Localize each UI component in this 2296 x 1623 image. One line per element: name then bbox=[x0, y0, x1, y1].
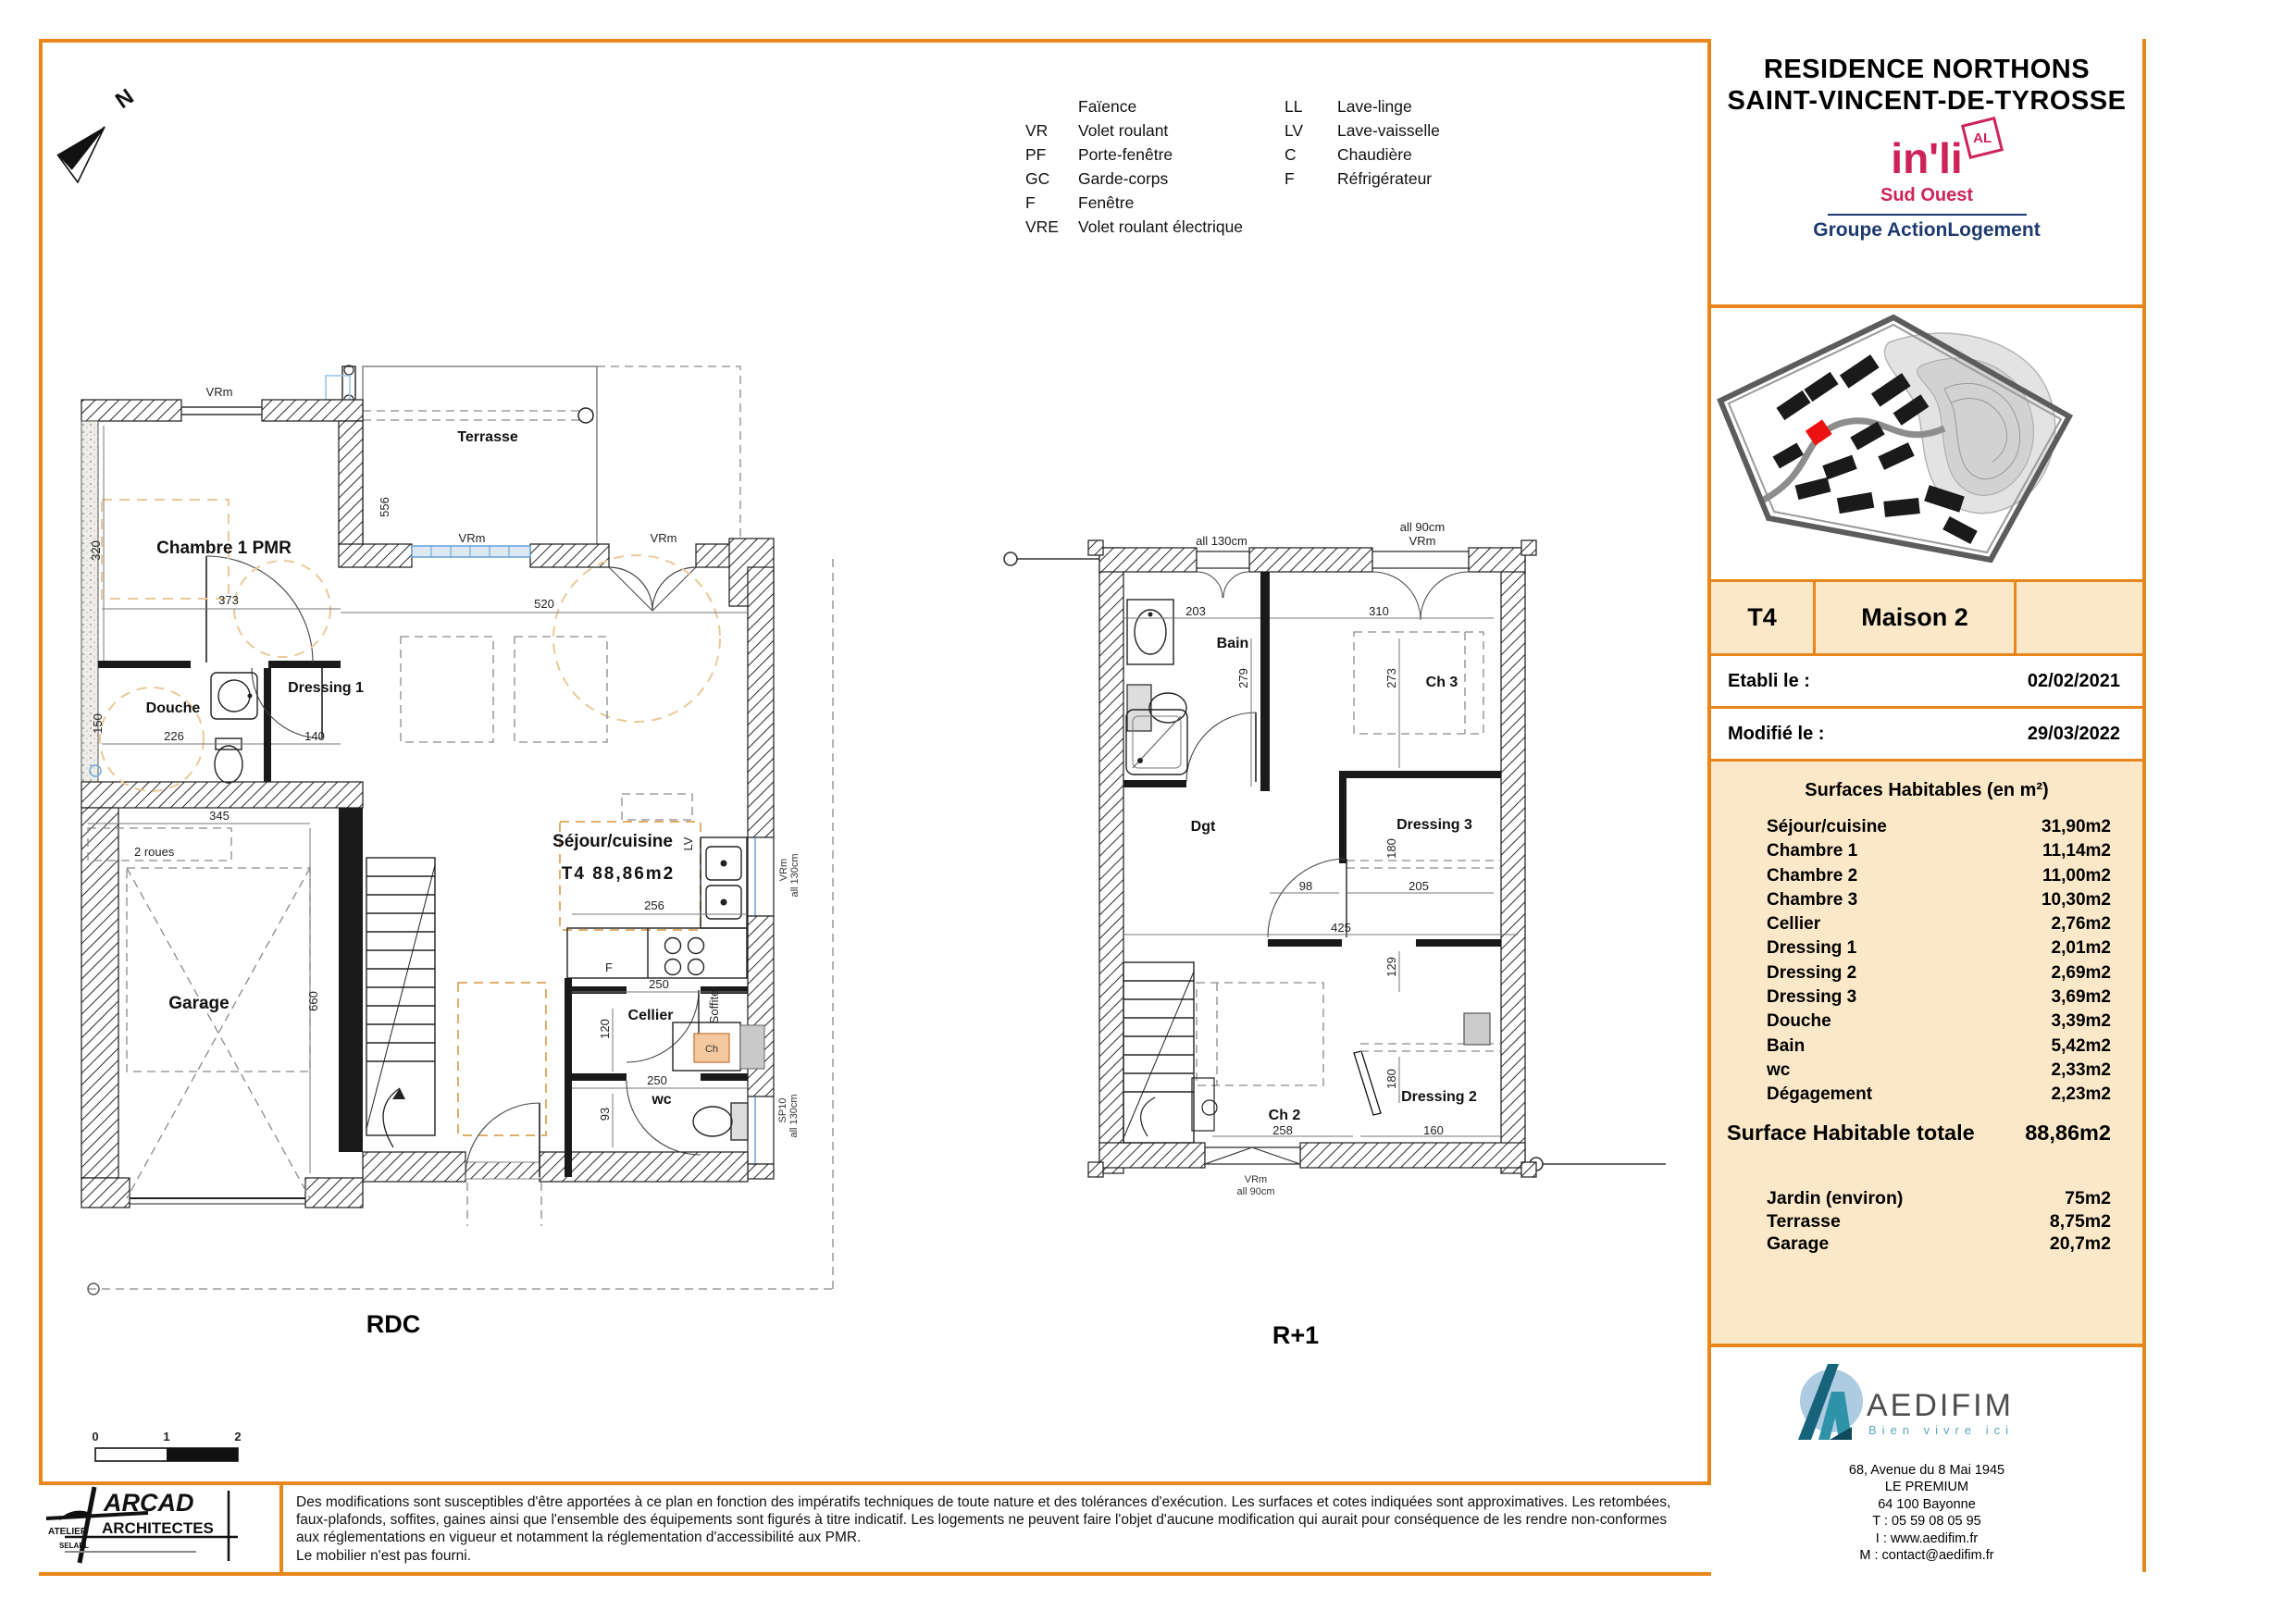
surface-label: Dégagement bbox=[1767, 1084, 1873, 1105]
disclaimer bbox=[283, 1485, 1711, 1572]
annex-row bbox=[1767, 1187, 2111, 1210]
rdc-room-sejour: Séjour/cuisine bbox=[552, 832, 673, 851]
al-badge-label: AL bbox=[1972, 130, 1992, 146]
rdc-room-wc: wc bbox=[652, 1092, 672, 1108]
surface-value: 11,00m2 bbox=[2042, 865, 2111, 886]
annex-label: Terrasse bbox=[1767, 1210, 1841, 1232]
surface-row bbox=[1767, 912, 2111, 936]
legend-code: F bbox=[1025, 193, 1036, 212]
annex-value: 8,75m2 bbox=[2049, 1210, 2111, 1232]
surface-label: Chambre 2 bbox=[1767, 865, 1858, 886]
r1-dim: 129 bbox=[1384, 957, 1398, 977]
surface-value: 3,69m2 bbox=[2051, 987, 2111, 1008]
scale-bar bbox=[92, 1430, 241, 1461]
legend-label: Chaudière bbox=[1337, 145, 1412, 164]
legend-code: PF bbox=[1025, 145, 1047, 164]
rdc-dim: 373 bbox=[218, 593, 239, 607]
surface-value: 10,30m2 bbox=[2041, 889, 2111, 910]
rdc-label-f: F bbox=[605, 960, 613, 974]
rdc-label-ch: Ch bbox=[704, 1044, 719, 1055]
legend-code: F bbox=[1285, 169, 1295, 188]
rdc-plan bbox=[81, 365, 833, 1338]
arcad-logo bbox=[39, 1485, 276, 1565]
surface-row bbox=[1767, 1010, 2111, 1034]
r1-room-ch2: Ch 2 bbox=[1268, 1108, 1301, 1123]
rdc-dim: 345 bbox=[209, 809, 230, 823]
disclaimer-line: Des modifications sont susceptibles d'être apportées à ce plan en fonction des impératifs techniques de toute nature et des tolérances d'exécution. Les surfaces et cotes indiquées sont approximatives. Les retombées, bbox=[296, 1494, 1671, 1510]
rdc-dim: 93 bbox=[598, 1107, 612, 1121]
rdc-label: SP10 bbox=[777, 1097, 788, 1123]
r1-dim: 180 bbox=[1384, 838, 1398, 859]
rdc-room-dressing1: Dressing 1 bbox=[288, 680, 364, 696]
r1-label: all 90cm bbox=[1399, 520, 1446, 534]
r1-room-dressing3: Dressing 3 bbox=[1396, 817, 1472, 833]
legend-left bbox=[1025, 94, 1243, 239]
rdc-room-chambre1: Chambre 1 PMR bbox=[156, 539, 292, 558]
surface-label: Douche bbox=[1767, 1011, 1831, 1032]
surface-row bbox=[1767, 839, 2111, 863]
site-map bbox=[1711, 310, 2142, 582]
modified-label: Modifié le : bbox=[1728, 723, 1825, 744]
rdc-label: all 130cm bbox=[789, 853, 800, 898]
disclaimer-line: aux réglementations en vigueur et notamment la réglementation d'accessibilité aux PMR. bbox=[296, 1530, 862, 1546]
total-row bbox=[1727, 1121, 2111, 1146]
r1-room-dgt: Dgt bbox=[1190, 819, 1216, 835]
legend-label: Réfrigérateur bbox=[1337, 169, 1433, 188]
rdc-dim: 256 bbox=[644, 898, 664, 912]
legend-code bbox=[1025, 94, 1078, 118]
established-row bbox=[1711, 656, 2142, 709]
surface-label: Bain bbox=[1767, 1035, 1806, 1056]
surfaces-block bbox=[1711, 762, 2142, 1347]
legend-code: VR bbox=[1025, 121, 1049, 140]
north-arrow-icon bbox=[57, 84, 139, 182]
project-header bbox=[1711, 54, 2142, 308]
surfaces-list bbox=[1767, 815, 2111, 1108]
project-title-line2: SAINT-VINCENT-DE-TYROSSE bbox=[1727, 86, 2127, 116]
rdc-dim: 140 bbox=[304, 729, 325, 743]
unit-type-cell: T4 bbox=[1711, 582, 1816, 653]
surface-row bbox=[1767, 936, 2111, 960]
r1-label: all 130cm bbox=[1196, 534, 1247, 548]
unit-row bbox=[1711, 582, 2142, 656]
surface-value: 2,33m2 bbox=[2051, 1059, 2111, 1080]
total-value: 88,86m2 bbox=[2025, 1121, 2111, 1145]
annex-value: 20,7m2 bbox=[2049, 1233, 2111, 1254]
arcad-selarl: SELARL bbox=[59, 1542, 89, 1550]
rdc-label-lv: LV bbox=[681, 836, 695, 851]
legend-right bbox=[1285, 94, 1440, 191]
r1-title: R+1 bbox=[1272, 1321, 1320, 1349]
legend-code: VRE bbox=[1025, 217, 1059, 236]
surface-row bbox=[1767, 888, 2111, 912]
surface-row bbox=[1767, 1083, 2111, 1107]
r1-dim: 279 bbox=[1236, 668, 1250, 688]
legend-code: GC bbox=[1025, 169, 1050, 188]
brand-group: Groupe ActionLogement bbox=[1813, 219, 2041, 241]
rdc-room-garage: Garage bbox=[168, 994, 230, 1013]
legend-label: Lave-linge bbox=[1337, 97, 1412, 116]
address-line: 68, Avenue du 8 Mai 1945 bbox=[1848, 1463, 2005, 1478]
legend-code: C bbox=[1285, 145, 1297, 164]
modified-row bbox=[1711, 709, 2142, 762]
project-title-line1: RESIDENCE NORTHONS bbox=[1763, 55, 2091, 84]
surface-row bbox=[1767, 961, 2111, 985]
rdc-label-2roues: 2 roues bbox=[134, 845, 175, 859]
r1-dim: 205 bbox=[1409, 879, 1429, 893]
legend-label: Porte-fenêtre bbox=[1078, 145, 1173, 164]
al-badge-icon bbox=[1961, 117, 2004, 159]
surface-row bbox=[1767, 864, 2111, 888]
arcad-subname: ARCHITECTES bbox=[102, 1519, 214, 1537]
r1-dim: 98 bbox=[1298, 879, 1313, 893]
surface-label: Dressing 1 bbox=[1767, 938, 1857, 959]
site-map-drawing bbox=[1713, 310, 2141, 578]
aedifim-tagline: Bien vivre ici bbox=[1868, 1423, 2014, 1437]
surface-value: 2,01m2 bbox=[2051, 938, 2111, 959]
rdc-dim: 320 bbox=[89, 540, 103, 561]
surface-label: wc bbox=[1767, 1059, 1791, 1080]
r1-label: all 90cm bbox=[1236, 1186, 1275, 1197]
surface-label: Chambre 3 bbox=[1767, 889, 1858, 910]
north-label: N bbox=[110, 83, 139, 114]
arcad-logo-cell bbox=[39, 1485, 283, 1572]
surface-row bbox=[1767, 1035, 2111, 1059]
rdc-dim: 226 bbox=[164, 729, 184, 743]
surface-value: 2,23m2 bbox=[2051, 1084, 2111, 1105]
aedifim-logo bbox=[1774, 1355, 2079, 1456]
r1-dim: 160 bbox=[1423, 1123, 1444, 1137]
aedifim-address bbox=[1711, 1462, 2142, 1564]
surface-label: Chambre 1 bbox=[1767, 841, 1858, 861]
legend-label: Faïence bbox=[1078, 97, 1137, 116]
annex-row bbox=[1767, 1210, 2111, 1233]
surface-value: 5,42m2 bbox=[2051, 1035, 2111, 1056]
address-line: LE PREMIUM bbox=[1884, 1480, 1969, 1495]
legend-code: LV bbox=[1285, 121, 1304, 140]
disclaimer-line: Le mobilier n'est pas fourni. bbox=[296, 1547, 472, 1564]
rdc-dim: 120 bbox=[598, 1019, 612, 1039]
surfaces-title: Surfaces Habitables (en m²) bbox=[1805, 780, 2049, 800]
rdc-room-terrasse: Terrasse bbox=[457, 429, 518, 445]
surface-label: Cellier bbox=[1767, 914, 1821, 935]
r1-dim: 273 bbox=[1384, 668, 1398, 688]
rdc-surface-label: T4 88,86m2 bbox=[561, 864, 676, 884]
r1-plan bbox=[1004, 520, 1666, 1349]
established-value: 02/02/2021 bbox=[2027, 670, 2120, 691]
surface-value: 11,14m2 bbox=[2042, 841, 2111, 861]
legend-label: Volet roulant électrique bbox=[1078, 217, 1244, 236]
brand-region: Sud Ouest bbox=[1880, 185, 1973, 205]
rdc-dim: 660 bbox=[306, 991, 320, 1011]
rdc-room-cellier: Cellier bbox=[627, 1008, 674, 1023]
modified-value: 29/03/2022 bbox=[2027, 723, 2120, 744]
r1-label: VRm bbox=[1244, 1174, 1268, 1185]
surface-value: 2,69m2 bbox=[2051, 962, 2111, 983]
rdc-label: VRm bbox=[205, 385, 233, 399]
legend-label: Volet roulant bbox=[1078, 121, 1169, 140]
annex-value: 75m2 bbox=[2065, 1188, 2111, 1208]
rdc-dim: 250 bbox=[647, 1073, 667, 1087]
rdc-label: VRm bbox=[458, 531, 486, 545]
established-label: Etabli le : bbox=[1728, 670, 1810, 691]
r1-label: VRm bbox=[1409, 534, 1436, 548]
surface-row bbox=[1767, 815, 2111, 839]
arcad-atelier: ATELIER bbox=[48, 1527, 88, 1537]
annex-row bbox=[1767, 1233, 2111, 1256]
surface-label: Dressing 2 bbox=[1767, 962, 1857, 983]
rdc-label-soffite: Soffite bbox=[707, 989, 721, 1024]
r1-room-ch3: Ch 3 bbox=[1425, 675, 1458, 690]
r1-room-dressing2: Dressing 2 bbox=[1401, 1089, 1477, 1105]
annex-label: Jardin (environ) bbox=[1767, 1188, 1904, 1208]
rdc-room-douche: Douche bbox=[145, 700, 201, 716]
r1-dim: 258 bbox=[1272, 1123, 1293, 1137]
address-line: I : www.aedifim.fr bbox=[1875, 1530, 1979, 1546]
highlighted-unit-marker bbox=[1806, 419, 1832, 445]
rdc-label: all 130cm bbox=[788, 1094, 800, 1138]
r1-dim: 310 bbox=[1369, 604, 1389, 618]
title-block-sidebar bbox=[1707, 39, 2142, 1568]
r1-dim: 425 bbox=[1331, 921, 1351, 935]
footer-band bbox=[39, 1481, 1711, 1576]
aedifim-block bbox=[1711, 1355, 2142, 1575]
scale-tick: 2 bbox=[234, 1430, 242, 1443]
scale-tick: 0 bbox=[92, 1430, 99, 1443]
rdc-dim: 250 bbox=[649, 977, 669, 991]
aedifim-name: AEDIFIM bbox=[1867, 1388, 2014, 1423]
rdc-label: VRm bbox=[778, 858, 789, 882]
surface-value: 31,90m2 bbox=[2041, 817, 2111, 836]
legend-label: Lave-vaisselle bbox=[1337, 121, 1440, 140]
rdc-dim: 520 bbox=[534, 597, 554, 611]
surface-value: 3,39m2 bbox=[2051, 1011, 2111, 1032]
surface-label: Séjour/cuisine bbox=[1767, 817, 1887, 836]
brand-divider bbox=[1828, 214, 2027, 216]
scale-tick: 1 bbox=[163, 1430, 170, 1443]
rdc-dim: 556 bbox=[378, 497, 391, 517]
annex-label: Garage bbox=[1767, 1233, 1830, 1254]
annexes-list bbox=[1767, 1187, 2111, 1256]
legend-label: Fenêtre bbox=[1078, 193, 1135, 212]
total-label: Surface Habitable totale bbox=[1727, 1121, 1975, 1145]
rdc-title: RDC bbox=[366, 1310, 421, 1338]
address-line: M : contact@aedifim.fr bbox=[1859, 1548, 1994, 1564]
disclaimer-line: faux-plafonds, soffites, gaines ainsi que l'ensemble des équipements sont figurés à titre indicatif. Les logements ne peuvent faire l'objet d'aucune modification qui aurait pour conséquence de les rendre non-conformes bbox=[296, 1512, 1668, 1529]
arcad-name: ARCAD bbox=[104, 1489, 194, 1517]
surface-value: 2,76m2 bbox=[2051, 914, 2111, 935]
surface-label: Dressing 3 bbox=[1767, 987, 1857, 1008]
surface-row bbox=[1767, 1059, 2111, 1083]
unit-empty-cell bbox=[2017, 582, 2142, 653]
r1-room-bain: Bain bbox=[1216, 636, 1249, 651]
legend-label: Garde-corps bbox=[1078, 169, 1169, 188]
unit-name-cell: Maison 2 bbox=[1816, 582, 2017, 653]
surface-row bbox=[1767, 985, 2111, 1010]
address-line: T : 05 59 08 05 95 bbox=[1872, 1514, 1981, 1530]
r1-dim: 203 bbox=[1185, 604, 1206, 618]
rdc-dim: 150 bbox=[91, 713, 105, 734]
address-line: 64 100 Bayonne bbox=[1878, 1496, 1976, 1512]
legend-code: LL bbox=[1285, 97, 1303, 116]
rdc-label: VRm bbox=[650, 531, 677, 545]
in-li-logo: in'li bbox=[1891, 134, 1963, 182]
r1-dim: 180 bbox=[1384, 1069, 1398, 1089]
